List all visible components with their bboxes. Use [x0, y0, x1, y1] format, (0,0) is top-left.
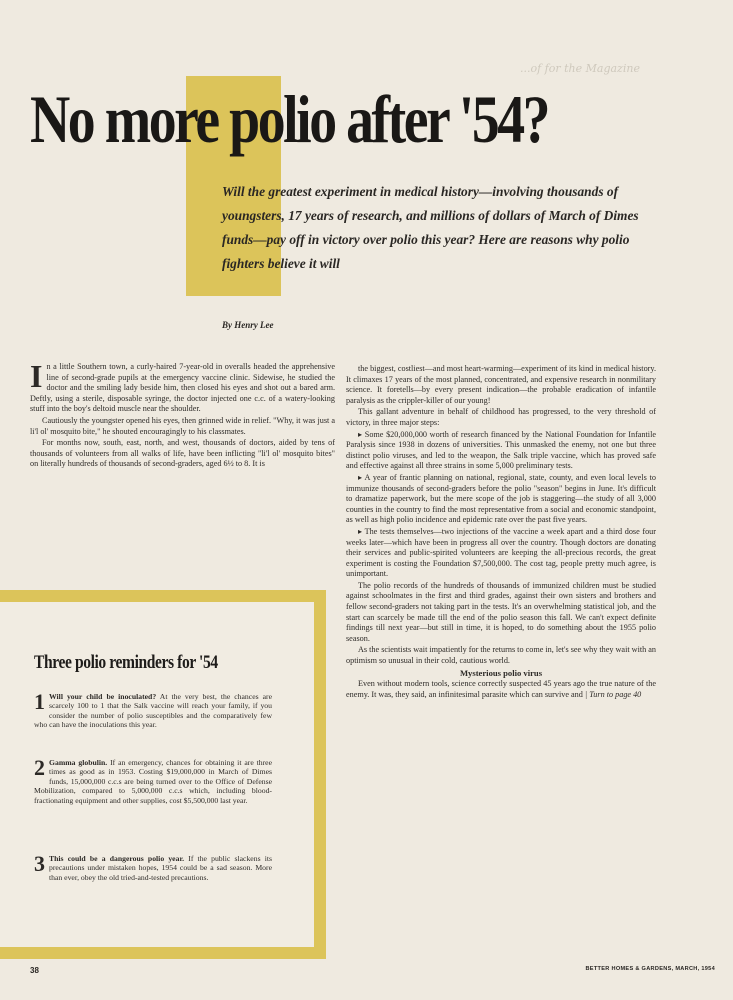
reminder-lead: Will your child be inoculated?	[49, 692, 157, 701]
reminder-number: 1	[34, 689, 45, 714]
bullet-paragraph: ▸ The tests themselves—two injections of the vaccine a week apart and a third dose four weeks later—which have been in progress all over the country. Though doctors are donating their services and public-spirited volunteers are keeping the all-precious records, the great experiment is costing the Foundation $7,500,000. The cost tag, people pretty much agree, is unimportant.	[346, 526, 656, 579]
paragraph: This gallant adventure in behalf of childhood has progressed, to the very threshold of victory, in three major steps:	[346, 407, 656, 427]
paragraph: The polio records of the hundreds of thousands of immunized children must be studied against schoolmates in the first and third grades, against their own sisters and brothers and fellow second-graders not taking part in the tests. It's an overwhelming statistical job, and the start can scarcely be made till the end of the polio season this fall. We can't expect definite findings till next year—but still in time, it is hoped, to do something about the 1955 polio season.	[346, 580, 656, 643]
reminder-item: 2 Gamma globulin. If an emergency, chances for obtaining it are three times as good as in 1953. Costing $19,000,000 in March of Dimes funds, 15,000,000 c.c.s are being turned over to the Office of Defense Mobilization, compared to 5,000,000 c.c.s which, including blood-fractionating equipment and other supplies, cost $5,500,000 last year.	[34, 755, 272, 805]
running-footer: BETTER HOMES & GARDENS, MARCH, 1954	[585, 966, 715, 972]
ghost-text: ...of for the Magazine	[520, 62, 640, 75]
deck-intro: Will the greatest experiment in medical history—involving thousands of youngsters, 17 years of research, and millions of dollars of March of Dimes funds—pay off in victory over polio this year? Here are reasons why polio fighters believe it will	[222, 184, 639, 271]
turn-to-page-link[interactable]: | Turn to page 40	[584, 689, 642, 699]
page-number: 38	[30, 966, 39, 975]
drop-cap: I	[30, 358, 43, 394]
article-column-1	[30, 358, 335, 471]
paragraph: Cautiously the youngster opened his eyes, then grinned wide in relief. "Why, it was just a li'l ol' mosquito bite," he shouted encouragingly to his classmates.	[30, 415, 335, 436]
paragraph: For months now, south, east, north, and west, thousands of doctors, aided by tens of thousands of volunteers from all walks of life, have been inflicting "li'l ol' mosquito bites" on literally hundreds of thousands of second-graders, aged 6½ to 8. It is	[30, 438, 335, 469]
paragraph: the biggest, costliest—and most heart-warming—experiment of its kind in medical history. It climaxes 17 years of the most planned, concentrated, and expensive research in nonmilitary science. It foretells—by every present indication—the probable eradication of infantile paralysis as the crippler-killer of our young!	[346, 364, 656, 405]
bullet-paragraph: ▸ Some $20,000,000 worth of research financed by the National Foundation for Infantile Paralysis since 1938 in dozens of universities. This unmasked the enemy, not one but three distinct polio viruses, and led to the weapon, the Salk triple vaccine, which has proved safe and effective against all three strains in some 5,000 preliminary tests.	[346, 429, 656, 471]
headline: No more polio after '54?	[30, 81, 549, 157]
paragraph: In a little Southern town, a curly-haired 7-year-old in overalls headed the apprehensive line of second-grade pupils at the emergency vaccine clinic. Sidewise, he studied the doctor and the smiling lady beside him, then closed his eyes and shot out a bared arm. Deftly, using a sterile, disposable syringe, the doctor injected one c.c. of a watery-looking stuff into the boy's deltoid muscle near the shoulder.	[30, 358, 335, 414]
reminders-title: Three polio reminders for '54	[34, 652, 218, 673]
bullet-paragraph: ▸ A year of frantic planning on national, regional, state, county, and even local levels to immunize thousands of second-graders before the polio "season" begins in June. It's difficult to dramatize paperwork, but the mere scope of the job is staggering—the study of all 3,000 counties in the country to find the most representative from a social and economic standpoint, as well as high polio incidence and epidemic rate over the past five years.	[346, 472, 656, 525]
section-subhead: Mysterious polio virus	[459, 667, 543, 678]
paragraph: As the scientists wait impatiently for the returns to come in, let's see why they wait with an optimism so unusual in their cold, cautious world.	[346, 645, 656, 666]
paragraph: Even without modern tools, science correctly suspected 45 years ago the true nature of the enemy. It was, they said, an infinitesimal parasite which can survive and | Turn to page 40	[346, 679, 656, 699]
reminder-number: 2	[34, 755, 45, 780]
reminders-box	[0, 590, 326, 959]
reminder-lead: Gamma globulin.	[49, 758, 108, 767]
byline: By Henry Lee	[222, 320, 274, 330]
reminder-number: 3	[34, 851, 45, 876]
reminder-lead: This could be a dangerous polio year.	[49, 854, 185, 863]
reminder-item: 3 This could be a dangerous polio year. If the public slackens its precautions under mistaken hopes, 1954 could be a sad season. More than ever, obey the old tried-and-tested precautions.	[34, 851, 272, 882]
reminder-item: 1 Will your child be inoculated? At the very best, the chances are scarcely 100 to 1 that the Salk vaccine will reach your family, if you consider the number of polio susceptibles and the comparatively few who can have the inoculations this year.	[34, 689, 272, 730]
article-column-2	[346, 364, 656, 701]
